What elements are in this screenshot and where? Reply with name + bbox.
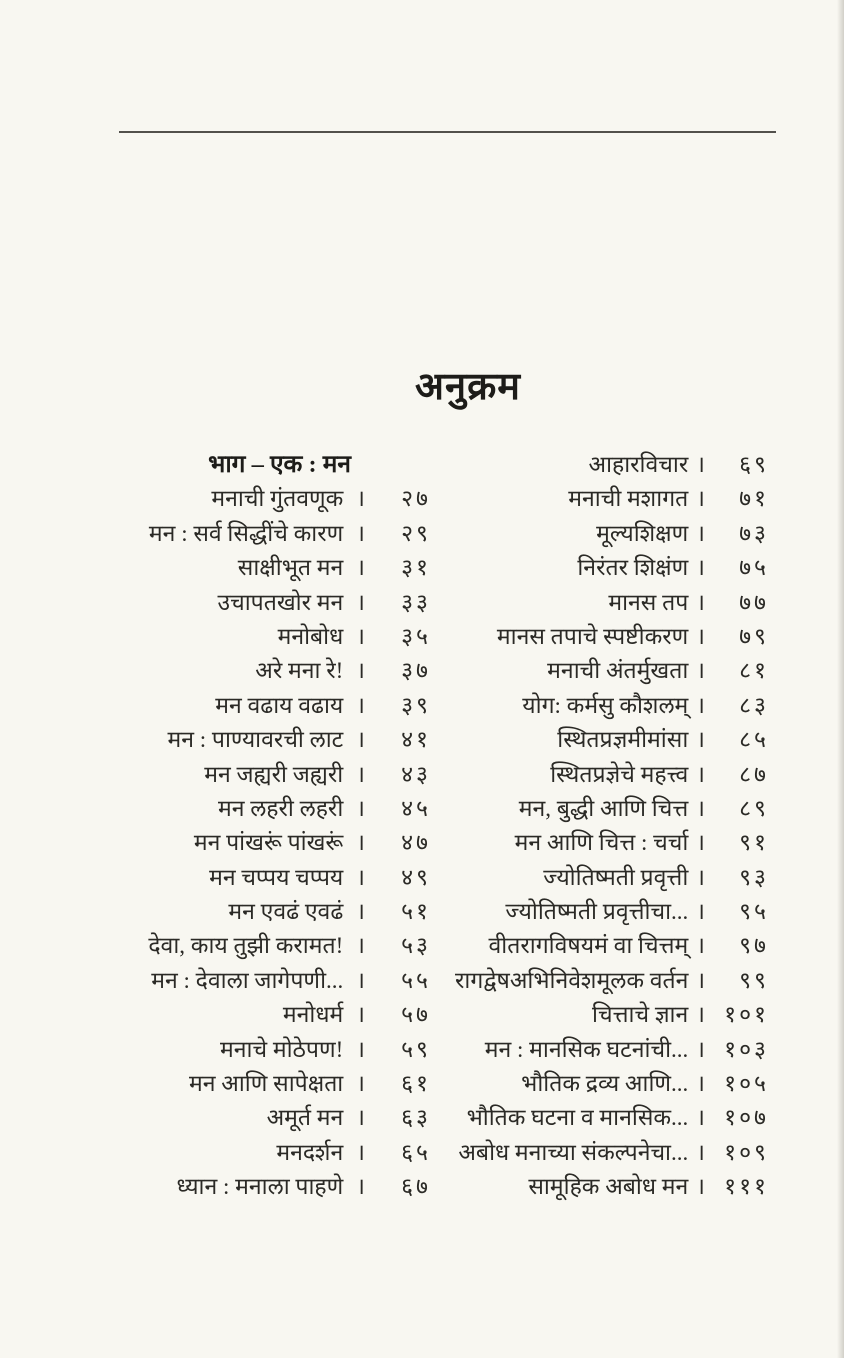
toc-page-number: १०७: [724, 1105, 769, 1131]
danda-separator: ।: [356, 933, 365, 959]
toc-entry: [455, 998, 769, 1032]
toc-entry: [455, 620, 769, 654]
toc-entry-title: आहारविचार: [588, 452, 689, 477]
toc-entry-title: ज्योतिष्मती प्रवृत्ती: [543, 864, 689, 890]
toc-entry: [455, 723, 769, 757]
toc-page-number: ८९: [739, 795, 769, 821]
danda-separator: ।: [696, 933, 705, 959]
danda-separator: ।: [696, 727, 705, 753]
toc-page-number: १०३: [724, 1036, 769, 1062]
toc-page-number: ९१: [739, 830, 769, 856]
toc-entry-title: भौतिक द्रव्य आणि...: [521, 1071, 689, 1097]
toc-entry-title: उचापतखोर मन: [217, 589, 344, 615]
toc-page-number: ३७: [401, 658, 431, 684]
toc-entry: [455, 482, 769, 516]
toc-entry-title: मन पांखरूं पांखरूं: [193, 830, 344, 856]
danda-separator: ।: [696, 899, 705, 925]
danda-separator: ।: [696, 967, 706, 993]
top-rule-divider: [119, 131, 776, 133]
toc-entry-title: मन आणि सापेक्षता: [189, 1071, 344, 1097]
toc-entry-title: ज्योतिष्मती प्रवृत्तीचा...: [505, 899, 689, 925]
toc-entry-title: मन लहरी लहरी: [217, 795, 344, 821]
danda-separator: ।: [696, 1174, 705, 1200]
toc-entry: [115, 723, 431, 757]
toc-column-right: [455, 448, 769, 1205]
danda-separator: ।: [696, 1036, 705, 1062]
toc-entry: [455, 929, 769, 963]
toc-entry: [455, 1033, 769, 1067]
section-heading: भाग – एक : मन: [208, 451, 351, 478]
danda-separator: ।: [696, 452, 705, 477]
toc-entry-title: मन आणि चित्त : चर्चा: [514, 830, 689, 856]
toc-page-number: २७: [401, 486, 431, 512]
toc-page-number: ४५: [401, 795, 431, 821]
danda-separator: ।: [696, 692, 705, 718]
toc-entry-title: स्थितप्रज्ञेचे महत्त्व: [550, 761, 689, 787]
toc-entry-title: मनोधर्म: [282, 1002, 344, 1028]
danda-separator: ।: [696, 555, 705, 581]
toc-page-number: ४९: [401, 864, 431, 890]
danda-separator: ।: [696, 589, 705, 615]
toc-page-number: ६१: [401, 1071, 431, 1097]
toc-entry-title: ध्यान : मनाला पाहणे: [176, 1174, 344, 1200]
toc-entry: [455, 654, 769, 688]
toc-page-number: ६५: [401, 1139, 431, 1165]
toc-page-number: ३१: [401, 555, 431, 581]
toc-page-number: ८५: [739, 727, 769, 753]
scan-edge-shadow: [837, 0, 844, 1358]
toc-entry: [455, 861, 769, 895]
toc-entry-title: मन एवढं एवढं: [228, 899, 344, 925]
toc-entry: [455, 551, 769, 585]
danda-separator: ।: [356, 623, 365, 649]
toc-entry: [115, 586, 431, 620]
toc-entry: [455, 1136, 769, 1170]
toc-entry-title: मन : पाण्यावरची लाट: [167, 727, 344, 753]
danda-separator: ।: [356, 589, 365, 615]
toc-entry-title: मानस तप: [608, 589, 689, 615]
toc-entry-title: निरंतर शिक्षंण: [577, 555, 689, 581]
toc-entry: [455, 689, 769, 723]
danda-separator: ।: [696, 486, 705, 512]
danda-separator: ।: [356, 830, 365, 856]
toc-entry: [115, 654, 431, 688]
toc-page-number: ६९: [739, 452, 769, 477]
toc-page-number: ३३: [401, 589, 431, 615]
toc-entry: [115, 1136, 431, 1170]
toc-page-number: ५१: [401, 899, 431, 925]
danda-separator: ।: [696, 1139, 705, 1165]
toc-page-number: ४७: [401, 830, 431, 856]
toc-page-number: ५७: [401, 1002, 431, 1028]
toc-entry: [115, 758, 431, 792]
toc-entry-title: मानस तपाचे स्पष्टीकरण: [496, 623, 689, 649]
toc-columns: [115, 448, 769, 1205]
toc-entry-title: अरे मना रे!: [255, 658, 344, 684]
toc-page-number: ९३: [739, 864, 769, 890]
danda-separator: ।: [356, 1002, 365, 1028]
toc-entry: [455, 448, 769, 482]
toc-page-number: ९७: [739, 933, 769, 959]
toc-entry-title: मन, बुद्धी आणि चित्त: [518, 795, 689, 821]
danda-separator: ।: [356, 1105, 365, 1131]
toc-entry: [115, 1170, 431, 1204]
danda-separator: ।: [356, 1174, 365, 1200]
toc-entry: [455, 792, 769, 826]
danda-separator: ।: [696, 658, 705, 684]
danda-separator: ।: [356, 795, 365, 821]
danda-separator: ।: [356, 520, 365, 546]
danda-separator: ।: [356, 1139, 365, 1165]
danda-separator: ।: [696, 864, 705, 890]
toc-entry-title: मन : सर्व सिद्धींचे कारण: [148, 520, 344, 546]
toc-entry-title: अबोध मनाच्या संकल्पनेचा...: [458, 1139, 689, 1165]
danda-separator: ।: [356, 899, 365, 925]
toc-page-number: १११: [724, 1174, 769, 1200]
toc-entry-title: मनाची मशागत: [568, 486, 689, 512]
toc-entry: [455, 1067, 769, 1101]
toc-entry-title: मनाची अंतर्मुखता: [547, 658, 689, 684]
toc-entry: [115, 620, 431, 654]
toc-entry-title: मन जह्यरी जह्यरी: [204, 761, 344, 787]
danda-separator: ।: [356, 658, 365, 684]
toc-entry-title: अमूर्त मन: [266, 1105, 344, 1131]
toc-entry-title: मन वढाय वढाय: [215, 692, 344, 718]
danda-separator: ।: [696, 1002, 705, 1028]
toc-entry: [115, 551, 431, 585]
toc-page-number: ३५: [401, 623, 431, 649]
danda-separator: ।: [696, 830, 705, 856]
toc-entry: [455, 826, 769, 860]
toc-entry-title: चित्ताचे ज्ञान: [592, 1002, 689, 1028]
toc-page-number: ७७: [739, 589, 769, 615]
danda-separator: ।: [356, 727, 365, 753]
toc-entry: [115, 964, 431, 998]
toc-page-number: ७३: [739, 520, 769, 546]
toc-page-number: ५५: [401, 967, 431, 993]
danda-separator: ।: [356, 967, 365, 993]
toc-entry-title: वीतरागविषयमं वा चित्तम्: [488, 933, 689, 959]
danda-separator: ।: [696, 795, 705, 821]
toc-entry-title: भौतिक घटना व मानसिक...: [466, 1105, 689, 1131]
toc-page-number: ३९: [401, 692, 431, 718]
toc-entry: [455, 1170, 769, 1204]
toc-entry: [115, 929, 431, 963]
toc-page-number: ९५: [739, 899, 769, 925]
toc-entry: [115, 1067, 431, 1101]
toc-entry-title: मूल्यशिक्षण: [596, 520, 689, 546]
toc-entry: [455, 758, 769, 792]
danda-separator: ।: [696, 761, 705, 787]
toc-entry: [115, 792, 431, 826]
toc-column-left: [115, 448, 431, 1205]
toc-page-number: ७१: [739, 486, 769, 512]
toc-page-number: ५९: [401, 1036, 431, 1062]
toc-entry: [455, 895, 769, 929]
danda-separator: ।: [696, 1071, 705, 1097]
toc-page-number: ६७: [401, 1174, 431, 1200]
toc-entry-title: साक्षीभूत मन: [237, 555, 344, 581]
toc-entry: [115, 1033, 431, 1067]
toc-entry-title: मन : देवाला जागेपणी...: [151, 967, 344, 993]
danda-separator: ।: [356, 1036, 365, 1062]
toc-entry-title: मनोबोध: [277, 623, 344, 649]
toc-entry-title: मन चप्पय चप्पय: [209, 864, 344, 890]
toc-entry-title: मनाचे मोठेपण!: [220, 1036, 344, 1062]
toc-page-number: १०५: [724, 1071, 769, 1097]
toc-entry-title: देवा, काय तुझी करामत!: [148, 933, 344, 959]
toc-page-number: ५३: [401, 933, 431, 959]
toc-entry-title: रागद्वेषअभिनिवेशमूलक वर्तन: [455, 967, 689, 993]
danda-separator: ।: [696, 1105, 705, 1131]
toc-page-number: ८३: [739, 692, 769, 718]
toc-entry: [115, 998, 431, 1032]
toc-page-number: २९: [401, 520, 431, 546]
danda-separator: ।: [696, 520, 705, 546]
toc-page-number: १०१: [724, 1002, 769, 1028]
toc-entry: [455, 964, 769, 998]
toc-page-number: ८७: [739, 761, 769, 787]
toc-entry: [455, 586, 769, 620]
toc-page-number: ९९: [739, 967, 769, 993]
danda-separator: ।: [356, 486, 365, 512]
toc-page-number: ७५: [739, 555, 769, 581]
toc-page-number: ६३: [401, 1105, 431, 1131]
danda-separator: ।: [696, 623, 705, 649]
toc-entry-title: मन : मानसिक घटनांची...: [484, 1036, 689, 1062]
toc-entry-title: योग: कर्मसु कौशलम्: [522, 692, 689, 718]
toc-entry: [115, 482, 431, 516]
toc-page-number: ४१: [401, 727, 431, 753]
danda-separator: ।: [356, 1071, 365, 1097]
toc-entry-title: स्थितप्रज्ञमीमांसा: [557, 727, 689, 753]
danda-separator: ।: [356, 555, 365, 581]
toc-entry: [115, 826, 431, 860]
toc-page-number: १०९: [724, 1139, 769, 1165]
danda-separator: ।: [356, 864, 365, 890]
toc-page-number: ४३: [401, 761, 431, 787]
toc-entry-title: मनाची गुंतवणूक: [211, 486, 344, 512]
toc-entry: [115, 689, 431, 723]
toc-entry: [455, 1101, 769, 1135]
toc-entry-title: सामूहिक अबोध मन: [528, 1174, 689, 1200]
toc-entry: [455, 517, 769, 551]
toc-entry: [115, 1101, 431, 1135]
toc-page-number: ७९: [739, 623, 769, 649]
danda-separator: ।: [356, 761, 365, 787]
toc-entry-title: मनदर्शन: [276, 1139, 344, 1165]
toc-entry: [115, 895, 431, 929]
toc-entry: [115, 861, 431, 895]
page-title: अनुक्रम: [414, 366, 522, 409]
toc-entry: [115, 517, 431, 551]
toc-page-number: ८१: [739, 658, 769, 684]
danda-separator: ।: [356, 692, 365, 718]
